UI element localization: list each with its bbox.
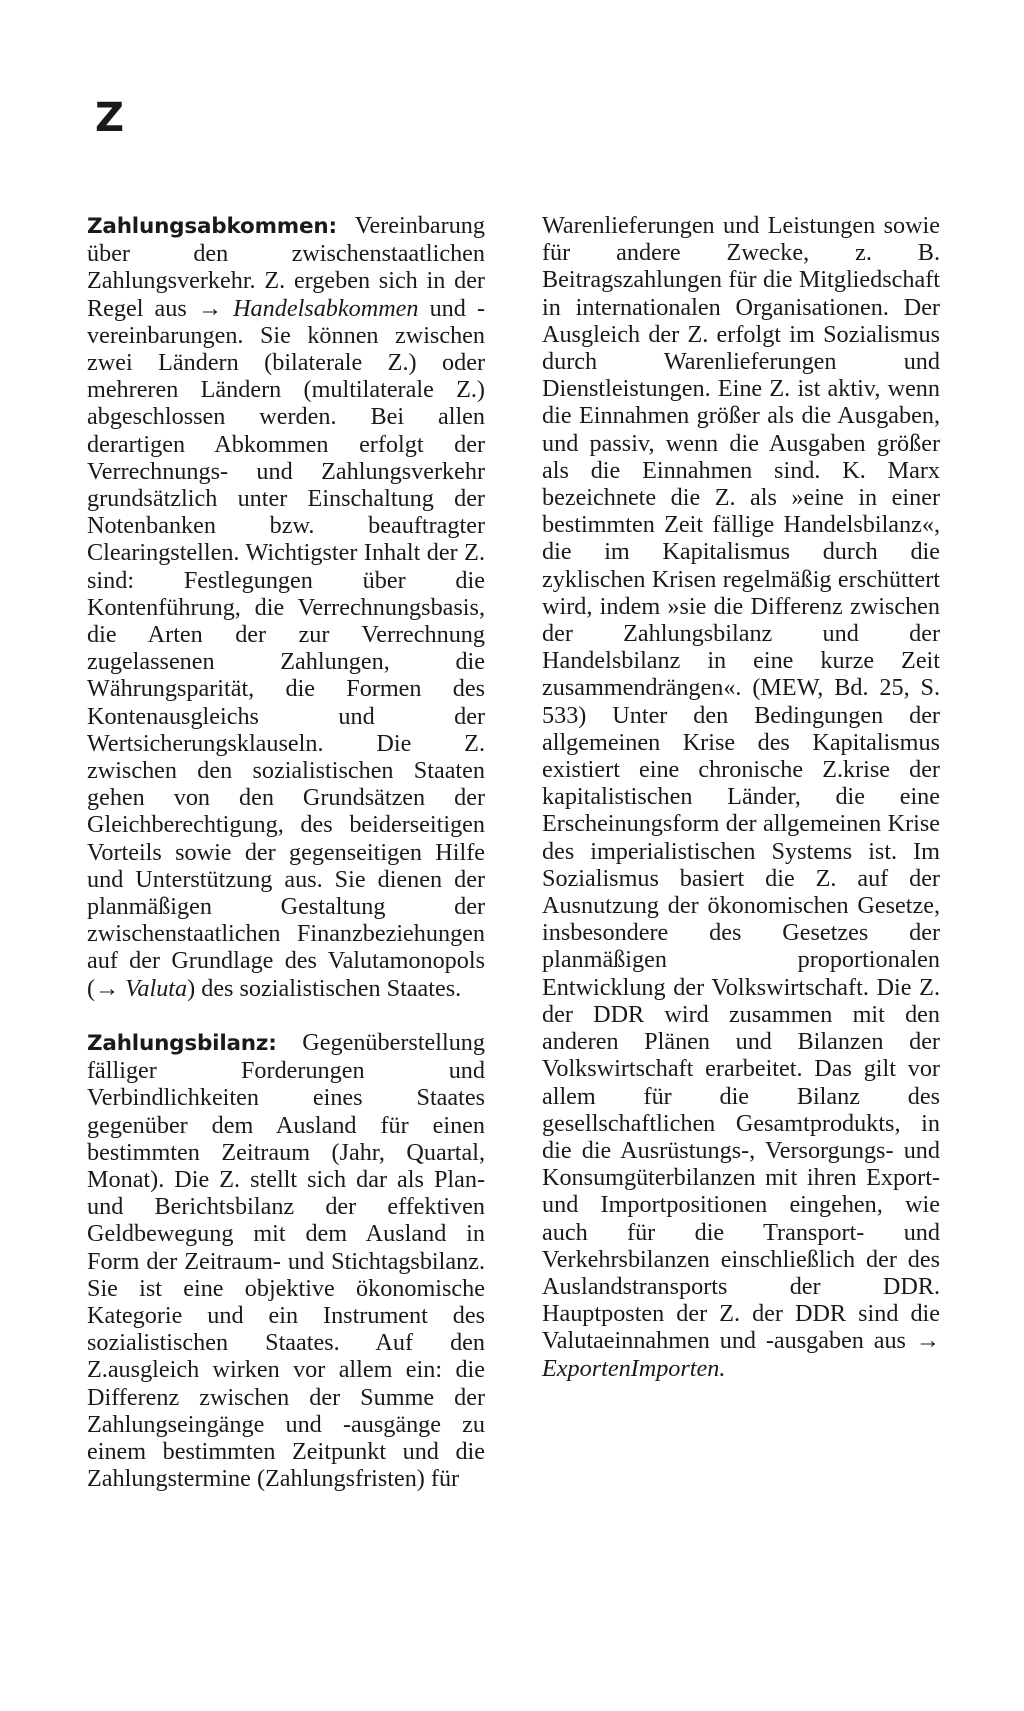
entry-text: Warenlieferungen und Leistungen sowie für andere Zwecke, z. B. Beitragszahlungen für die Mitgliedschaft in internationalen Organisationen. Der Ausgleich der Z. erfolgt im Sozialismus durch Warenlieferungen und Dienstleistungen. Eine Z. ist aktiv, wenn die Einnahmen größer als die Ausgaben, und passiv, wenn die Ausgaben größer als die Einnahmen sind. K. Marx bezeichnete die Z. als »eine in einer bestimmten Zeit fällige Handelsbilanz«, die im Kapitalismus durch die zyklischen Krisen regelmäßig erschüttert wird, indem »sie die Differenz zwischen der Zahlungsbilanz und der Handelsbilanz in eine kurze Zeit zusammendrängen«. (MEW, Bd. 25, S. 533) Unter den Bedingungen der allgemeinen Krise des Kapitalismus existiert eine chronische Z.krise der kapitalistischen Länder, die eine Erscheinungsform der allgemeinen Krise des imperialistischen Systems ist. Im Sozialismus basiert die Z. auf der Ausnutzung der ökonomischen Gesetze, insbesondere des Gesetzes der planmäßigen proportionalen Entwicklung der Volkswirtschaft. Die Z. der DDR wird zusammen mit den anderen Plänen und Bilanzen der Volkswirtschaft erarbeitet. Das gilt vor allem für die Bilanz des gesellschaftlichen Gesamtprodukts, in die die Ausrüstungs-, Versorgungs- und Konsumgüterbilanzen mit ihren Export- und Importpositionen eingehen, wie auch für die Transport- und Verkehrsbilanzen einschließlich der des Auslandstransports der DDR. Hauptposten der Z. der DDR sind die Valutaeinnahmen und -ausgaben aus → [542, 212, 940, 1355]
entry-term: Zahlungsbilanz: [87, 1030, 277, 1056]
entry-zahlungsbilanz-continued [542, 212, 940, 1382]
cross-reference-link[interactable]: Exporten [542, 1354, 631, 1382]
entry-text: ) des sozialistischen Staates. [187, 974, 462, 1002]
entry-text: und -vereinbarungen. Sie können zwischen zwei Ländern (bilaterale Z.) oder mehreren Ländern (multilaterale Z.) abgeschlossen werden. Bei allen derartigen Abkommen erfolgt der Verrechnungs- und Zahlungsverkehr grundsätzlich unter Einschaltung der Notenbanken bzw. beauftragter Clearingstellen. Wichtigster Inhalt der Z. sind: Festlegungen über die Kontenführung, die Verrechnungsbasis, die Arten der zur Verrechnung zugelassenen Zahlungen, die Währungsparität, die Formen des Kontenausgleichs und der Wertsicherungsklauseln. Die Z. zwischen den sozialistischen Staaten gehen von den Grundsätzen der Gleichberechtigung, des beiderseitigen Vorteils sowie der gegenseitigen Hilfe und Unterstützung aus. Sie dienen der planmäßigen Gestaltung der zwischenstaatlichen Finanzbeziehungen auf der Grundlage des Valutamonopols (→ [87, 294, 485, 1002]
section-letter: Z [95, 95, 124, 141]
cross-reference-link[interactable]: Valuta [125, 974, 188, 1002]
cross-reference-link[interactable]: Importen. [630, 1354, 726, 1382]
entry-text: Gegenüberstellung fälliger Forderungen und Verbindlichkeiten eines Staates gegenüber dem Ausland für einen bestimmten Zeitraum (Jahr, Quartal, Monat). Die Z. stellt sich dar als Plan- und Berichtsbilanz der effektiven Geldbewegung mit dem Ausland in Form der Zeitraum- und Stichtagsbilanz. Sie ist eine objektive ökonomische Kategorie und ein Instrument des sozialistischen Staates. Auf den Z.ausgleich wirken vor allem ein: die Differenz zwischen der Summe der Zahlungseingänge und -ausgänge zu einem bestimmten Zeitpunkt und die Zahlungstermine (Zahlungsfristen) für [87, 1028, 485, 1493]
column-left [87, 212, 485, 1492]
entry-zahlungsbilanz [87, 1029, 485, 1492]
entry-term: Zahlungsabkommen: [87, 214, 337, 239]
entry-zahlungsabkommen [87, 212, 485, 1002]
entry-text: Vereinbarung über den zwischenstaatlichen Zahlungsverkehr. Z. ergeben sich in der Regel aus → [87, 212, 485, 322]
cross-reference-link[interactable]: Handelsabkommen [233, 294, 419, 322]
column-right [542, 212, 940, 1382]
